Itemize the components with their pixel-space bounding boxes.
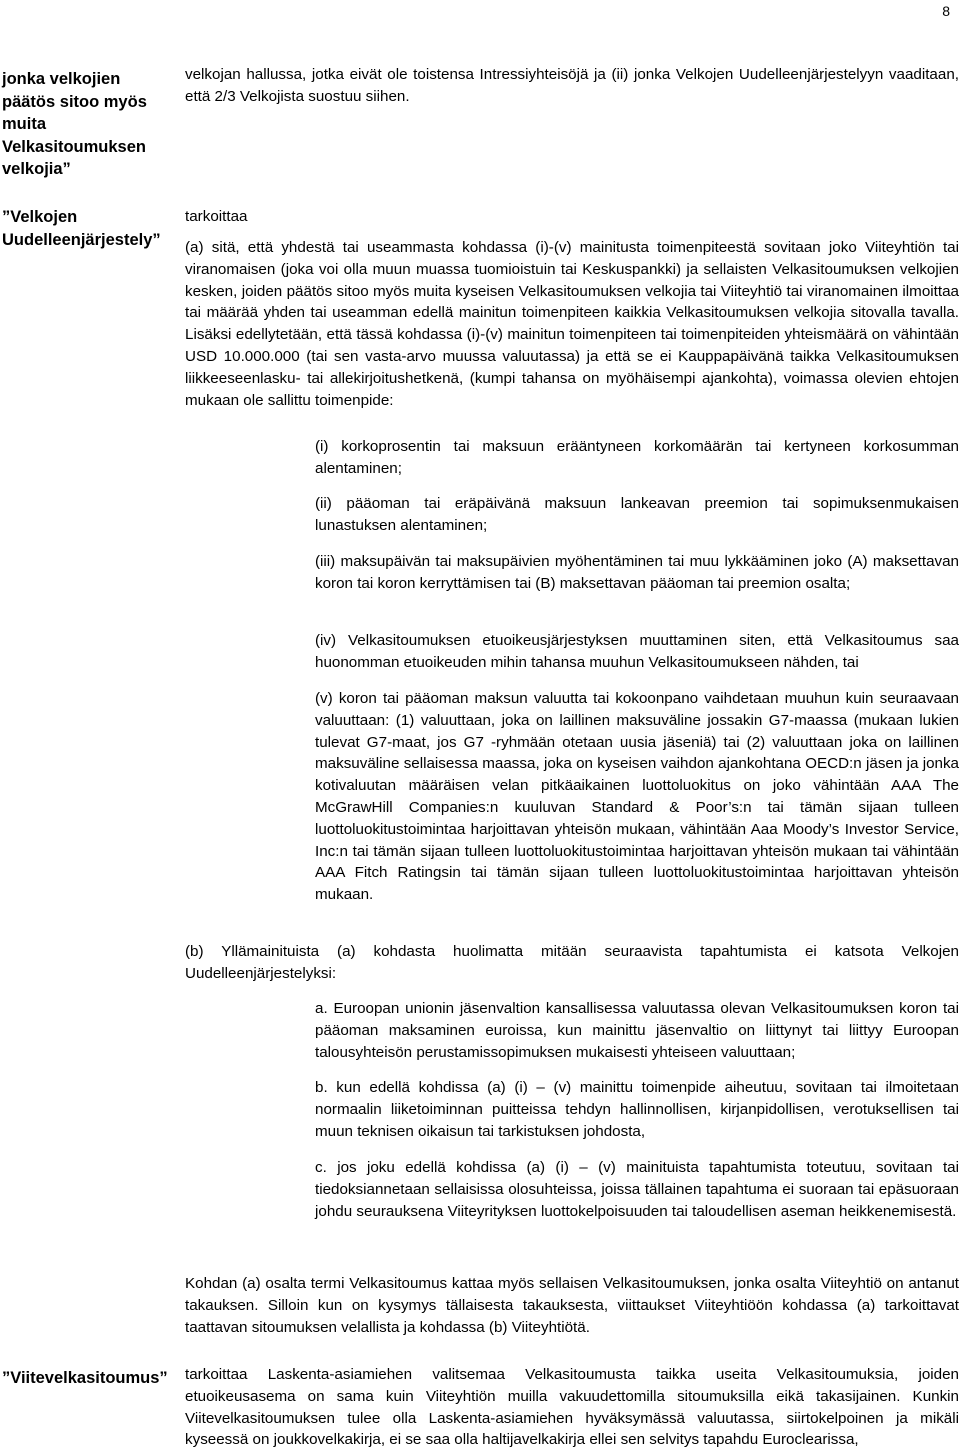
definition-term: jonka velkojien päätös sitoo myös muita Velkasitoumuksen velkojia” xyxy=(2,70,147,178)
paragraph-b: (b) Yllämainituista (a) kohdasta huolimatta mitään seuraavista tapahtumista ei katsota Velkojen Uudelleenjärjestelyksi: xyxy=(185,943,959,982)
paragraph-a: (a) sitä, että yhdestä tai useammasta kohdassa (i)-(v) mainitusta toimenpiteestä sovitaan joko Viiteyhtiön tai viranomaisen (joka voi olla muun muassa tuomioistuin tai Keskuspankki) ja sellaisten Velkasitoumuksen velkojien kesken, joiden päätös sitoo myös muita kyseisen Velkasitoumuksen velkojia tai Viiteyhtiö tai viranomainen ilmoittaa tai määrää yhden tai useamman edellä mainitun toimenpiteen kaikkia Velkasitoumuksen velkojia sitovalla tavalla. Lisäksi edellytetään, että tässä kohdassa (i)-(v) mainitun toimenpiteen tai toimenpiteiden yhteismäärä on vähintään USD 10.000.000 (tai sen vasta-arvo muussa valuutassa) ja että se ei Kauppapäivänä taikka Velkasitoumuksen liikkeeseenlasku- tai allekirjoitushetkenä, (kumpi tahansa on myöhäisempi ajankohta), voimassa olevien ehtojen mukaan ole sallittu toimenpide: xyxy=(185,239,959,409)
list-item: (v) koron tai pääoman maksun valuutta tai kokoonpano vaihdetaan muuhun kuin seuraavaan valuuttaan: (1) valuuttaan, joka on laillinen maksuväline jossakin G7-maassa (mukaan lukien tulevat G7-maat, jos G7 -ryhmään otetaan uusia jäseniä) tai (2) valuuttaan joka on laillinen maksuväline sellaisessa maassa, joka on kyseisen vaihdon ajankohtana OECD:n jäsen ja jonka kotivaluutan määräisen velan pitkäaikainen luottoluokitus on joko vähintään AAA The McGrawHill Companies:n kuuluvan Standard & Poor’s:n tai tämän sijaan tulleen luottoluokitustoimintaa harjoittavan yhteisön mukaan, vähintään Aaa Moody’s Investor Service, Inc:n tai tämän sijaan tulleen luottoluokitustoimintaa harjoittavan yhteisön mukaan tai vähintään AAA Fitch Ratingsin tai tämän sijaan tulleen luottoluokitustoimintaa harjoittavan yhteisön mukaan. xyxy=(315,690,959,904)
definition-term: ”Velkojen Uudelleenjärjestely” xyxy=(2,208,161,249)
list-item: (i) korkoprosentin tai maksuun erääntyneen korkomäärän tai kertyneen korkosumman alentaminen; xyxy=(315,438,959,477)
page-number: 8 xyxy=(942,3,950,19)
list-item: (iv) Velkasitoumuksen etuoikeusjärjestyksen muuttaminen siten, että Velkasitoumus saa huonomman etuoikeuden mihin tahansa muuhun Velkasitoumukseen nähden, tai xyxy=(315,632,959,671)
list-item: c. jos joku edellä kohdissa (a) (i) – (v) mainituista tapahtumista toteutuu, sovitaan tai tiedoksiannetaan sellaisissa olosuhteissa, joissa tällainen tapahtuma ei suoraan tai epäsuoraan johdu seurauksena Viiteyrityksen luottokelpoisuuden tai taloudellisen aseman heikkenemisestä. xyxy=(315,1159,959,1220)
definition-text: tarkoittaa Laskenta-asiamiehen valitsemaa Velkasitoumusta taikka useita Velkasitoumuksia, joiden etuoikeusasema on sama kuin Viiteyhtiön muilla vakuudettomilla sitoumuksilla eikä takasijainen. Kunkin Viitevelkasitoumuksen tulee olla Laskenta-asiamiehen hyväksymässä valuutassa, siirtokelpoinen ja mikäli kyseessä on joukkovelkakirja, ei se saa olla haltijavelkakirja ellei sen selvitys tapahdu Euroclearissa, xyxy=(185,1366,959,1449)
list-item: b. kun edellä kohdissa (a) (i) – (v) mainittu toimenpide aiheutuu, sovitaan tai ilmoitetaan normaalin liiketoiminnan puitteissa tehdyn hallinnollisen, kirjanpidollisen, verotuksellisen tai muun teknisen oikaisun tai tarkistuksen johdosta, xyxy=(315,1079,959,1140)
definition-intro: tarkoittaa xyxy=(185,208,248,225)
list-item: (ii) pääoman tai eräpäivänä maksuun lankeavan preemion tai sopimuksenmukaisen lunastuksen alentaminen; xyxy=(315,495,959,534)
list-item: (iii) maksupäivän tai maksupäivien myöhentäminen tai muu lykkääminen joko (A) maksettavan koron tai koron kerryttämisen tai (B) maksettavan pääoman tai preemion osalta; xyxy=(315,553,959,592)
list-item: a. Euroopan unionin jäsenvaltion kansallisessa valuutassa olevan Velkasitoumuksen koron tai pääoman maksaminen euroissa, kun mainittu jäsenvaltio on liittynyt tai liittyy Euroopan talousyhteisön perustamissopimuksen mukaisesti yhteiseen valuuttaan; xyxy=(315,1000,959,1061)
definition-text: velkojan hallussa, jotka eivät ole toistensa Intressiyhteisöjä ja (ii) jonka Velkojen Uudelleenjärjestelyyn vaaditaan, että 2/3 Velkojista suostuu siihen. xyxy=(185,66,959,105)
definition-term: ”Viitevelkasitoumus” xyxy=(2,1369,168,1387)
closing-paragraph: Kohdan (a) osalta termi Velkasitoumus kattaa myös sellaisen Velkasitoumuksen, jonka osalta Viiteyhtiö on antanut takauksen. Silloin kun on kysymys tällaisesta takauksesta, viittaukset Viiteyhtiöön kohdassa (a) tarkoittavat taattavan sitoumuksen velallista ja kohdassa (b) Viiteyhtiötä. xyxy=(185,1275,959,1336)
